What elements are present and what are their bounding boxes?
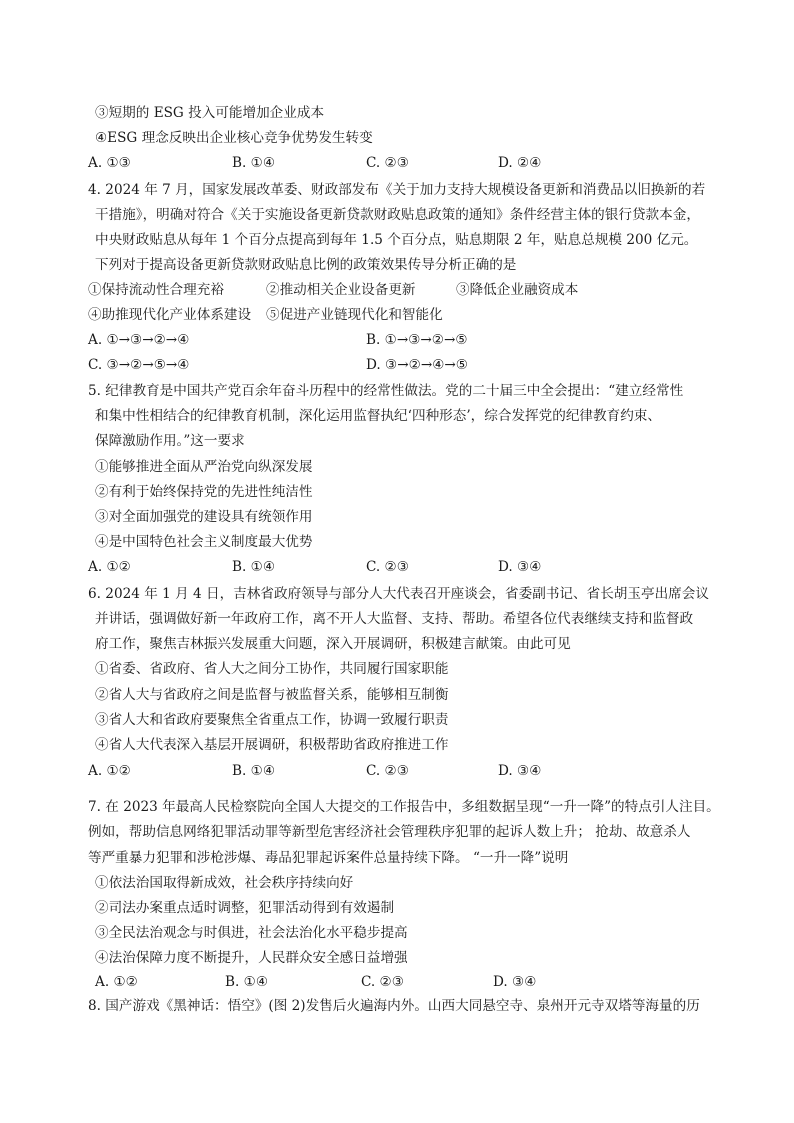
q6-item-3: ③省人大和省政府要聚焦全省重点工作，协调一致履行职责	[95, 712, 449, 728]
q5-stem-line-2: 和集中性相结合的纪律教育机制，深化运用监督执纪‘四种形态’，综合发挥党的纪律教育约束、	[95, 408, 661, 424]
q7-stem-line-2: 例如，帮助信息网络犯罪活动罪等新型危害经济社会管理秩序犯罪的起诉人数上升； 抢劫、故意杀人	[88, 824, 691, 840]
q8-stem-line-1: 8. 国产游戏《黑神话：悟空》(图 2)发售后火遍海内外。山西大同悬空寺、泉州开元寺双塔等海量的历	[88, 998, 700, 1014]
q4-option-a: A. ①→③→②→④	[88, 332, 190, 348]
q6-item-4: ④省人大代表深入基层开展调研，积极帮助省政府推进工作	[95, 737, 449, 753]
q7-stem-line-3: 等严重暴力犯罪和涉枪涉爆、毒品犯罪起诉案件总量持续下降。 “一升一降”说明	[88, 850, 569, 866]
q7-option-d: D. ③④	[493, 974, 537, 990]
q3-item-3: ③短期的 ESG 投入可能增加企业成本	[95, 105, 325, 121]
q7-option-a: A. ①②	[95, 974, 138, 990]
q4-stem-line-1: 4. 2024 年 7 月，国家发展改革委、财政部发布《关于加力支持大规模设备更新和消费品以旧换新的若	[88, 182, 706, 198]
q4-item-1: ①保持流动性合理充裕	[88, 282, 224, 298]
q6-options	[88, 761, 708, 781]
q7-item-3: ③全民法治观念与时俱进，社会法治化水平稳步提高	[95, 925, 408, 941]
q4-options-row-2	[88, 355, 708, 375]
q7-item-4: ④法治保障力度不断提升，人民群众安全感日益增强	[95, 950, 408, 966]
q4-item-2: ②推动相关企业设备更新	[266, 282, 416, 298]
q4-stem-line-4: 下列对于提高设备更新贷款财政贴息比例的政策效果传导分析正确的是	[95, 257, 517, 273]
q4-option-d: D. ③→②→④→⑤	[366, 357, 468, 373]
q5-option-d: D. ③④	[498, 559, 542, 575]
q6-stem-line-2: 并讲话，强调做好新一年政府工作，离不开人大监督、支持、帮助。希望各位代表继续支持和监督政	[95, 611, 694, 627]
q4-item-5: ⑤促进产业链现代化和智能化	[266, 307, 443, 323]
q6-item-1: ①省委、省政府、省人大之间分工协作，共同履行国家职能	[95, 661, 449, 677]
q3-options	[88, 153, 708, 173]
q6-option-d: D. ③④	[498, 763, 542, 779]
q6-option-c: C. ②③	[366, 763, 409, 779]
q7-options	[95, 972, 715, 992]
q7-option-b: B. ①④	[225, 974, 269, 990]
q3-item-4: ④ESG 理念反映出企业核心竞争优势发生转变	[95, 130, 373, 146]
q3-option-b: B. ①④	[232, 155, 276, 171]
q5-option-a: A. ①②	[88, 559, 131, 575]
q4-item-3: ③降低企业融资成本	[456, 282, 579, 298]
q6-option-b: B. ①④	[232, 763, 276, 779]
q5-item-2: ②有利于始终保持党的先进性纯洁性	[95, 484, 313, 500]
q7-option-c: C. ②③	[361, 974, 404, 990]
q4-option-c: C. ③→②→⑤→④	[88, 357, 190, 373]
q7-stem-line-1: 7. 在 2023 年最高人民检察院向全国人大提交的工作报告中，多组数据呈现“一升一降”的特点引人注目。	[88, 799, 720, 815]
q3-option-c: C. ②③	[366, 155, 409, 171]
q5-stem-line-1: 5. 纪律教育是中国共产党百余年奋斗历程中的经常性做法。党的二十届三中全会提出：“建立经常性	[88, 383, 684, 399]
q6-stem-line-1: 6. 2024 年 1 月 4 日，吉林省政府领导与部分人大代表召开座谈会，省委副书记、省长胡玉亭出席会议	[88, 586, 709, 602]
q4-items-row-2	[88, 305, 708, 325]
q6-item-2: ②省人大与省政府之间是监督与被监督关系，能够相互制衡	[95, 687, 449, 703]
q4-stem-line-3: 中央财政贴息从每年 1 个百分点提高到每年 1.5 个百分点，贴息期限 2 年，贴息总规模 200 亿元。	[95, 232, 698, 248]
q5-option-c: C. ②③	[366, 559, 409, 575]
q5-item-3: ③对全面加强党的建设具有统领作用	[95, 509, 313, 525]
q4-options-row-1	[88, 330, 708, 350]
q3-option-a: A. ①③	[88, 155, 131, 171]
q5-options	[88, 557, 708, 577]
q3-option-d: D. ②④	[498, 155, 542, 171]
q6-stem-line-3: 府工作，聚焦吉林振兴发展重大问题，深入开展调研，积极建言献策。由此可见	[95, 636, 571, 652]
q4-option-b: B. ①→③→②→⑤	[366, 332, 468, 348]
q4-items-row-1	[88, 280, 708, 300]
q5-option-b: B. ①④	[232, 559, 276, 575]
q6-option-a: A. ①②	[88, 763, 131, 779]
q5-item-1: ①能够推进全面从严治党向纵深发展	[95, 459, 313, 475]
q7-item-1: ①依法治国取得新成效，社会秩序持续向好	[95, 875, 354, 891]
q5-item-4: ④是中国特色社会主义制度最大优势	[95, 534, 313, 550]
q5-stem-line-3: 保障激励作用。”这一要求	[95, 433, 245, 449]
q4-item-4: ④助推现代化产业体系建设	[88, 307, 252, 323]
q7-item-2: ②司法办案重点适时调整，犯罪活动得到有效遏制	[95, 900, 395, 916]
q4-stem-line-2: 干措施》，明确对符合《关于实施设备更新贷款财政贴息政策的通知》条件经营主体的银行贷款本金，	[95, 207, 700, 223]
